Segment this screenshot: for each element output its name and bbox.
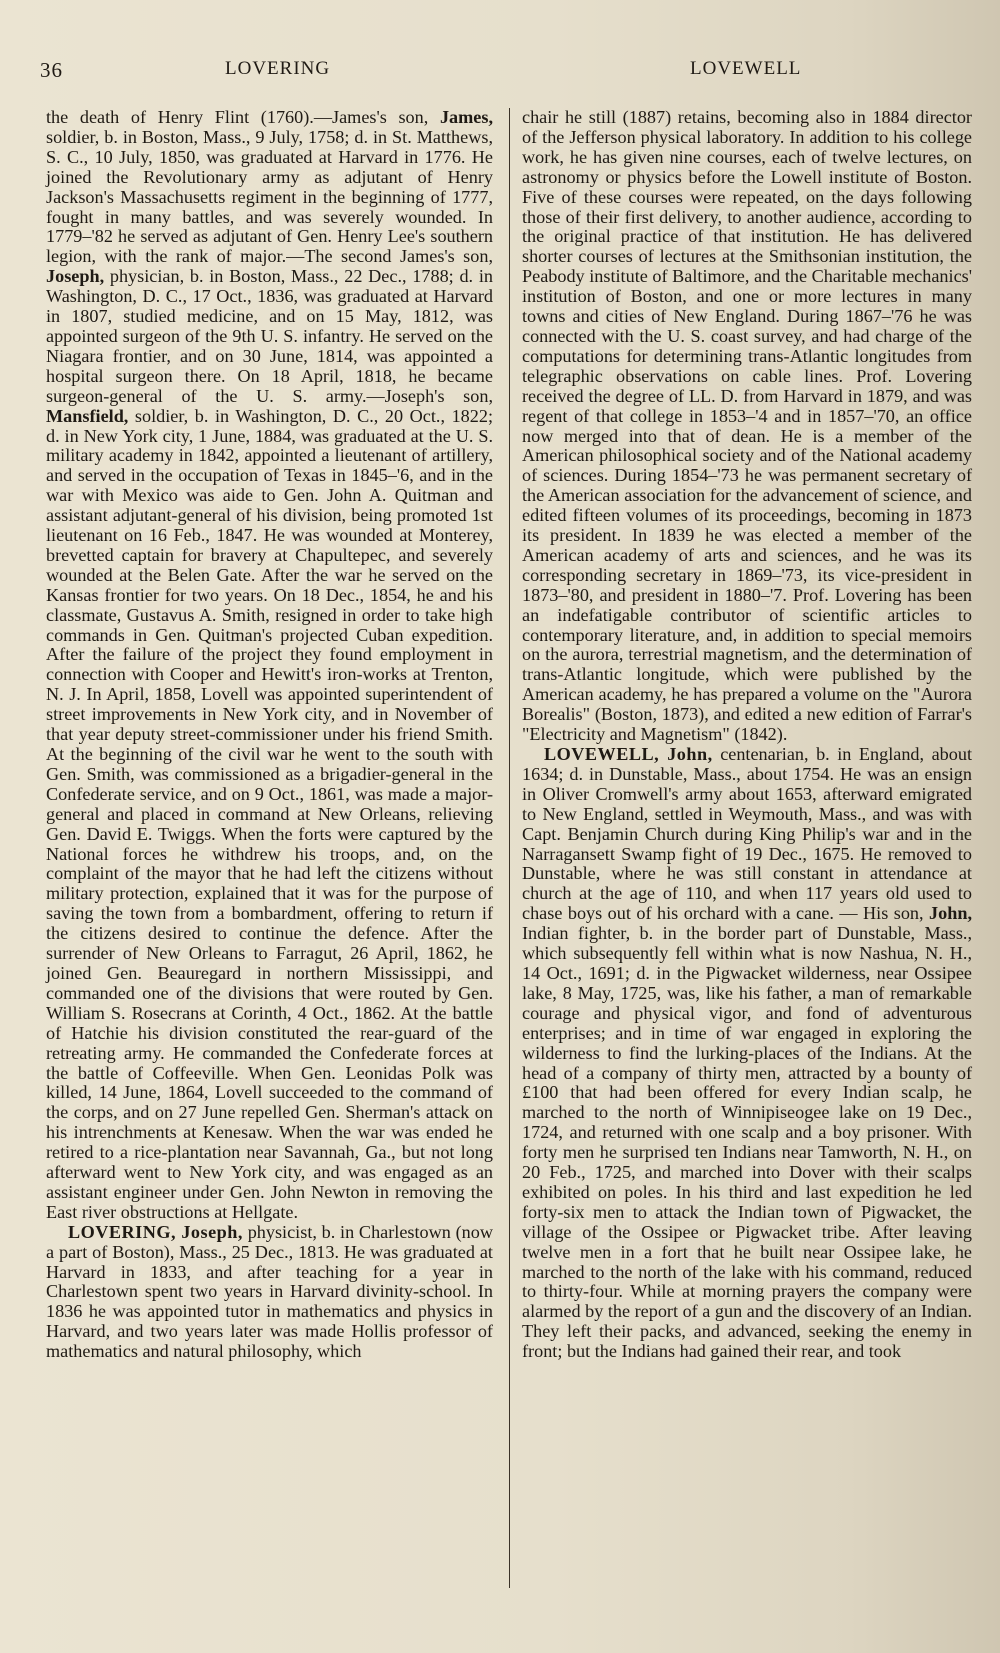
name-john: John, [929, 903, 972, 924]
paragraph-lovering-continued: chair he still (1887) retains, becoming also in 1884 director of the Jefferson physical laboratory. In addition to his college work, he has given nine courses, each of twelve lectures, on astronomy or physics before the Lowell institute of Boston. Five of these courses were repeated, on the days following those of their first delivery, to another audience, according to the original practice of that institution. He has delivered shorter courses of lectures at the Smithsonian institution, the Peabody institute of Baltimore, and the Charitable mechanics' institution of Boston, and one or more lectures in many towns and cities of New England. During 1867–'76 he was connected with the U. S. coast survey, and had charge of the computations for determining trans-Atlantic longitudes from telegraphic observations on cable lines. Prof. Lovering received the degree of LL. D. from Harvard in 1879, and was regent of that college in 1853–'4 and in 1857–'70, an office now merged into that of dean. He is a member of the American philosophical society and of the National academy of sciences. During 1854–'73 he was permanent secretary of the American association for the advancement of science, and edited fifteen volumes of its proceedings, becoming in 1873 its president. In 1839 he was elected a member of the American academy of arts and sciences, and he was its corresponding secretary in 1869–'73, its vice-president in 1873–'80, and president in 1880–'7. Prof. Lovering has been an indefatigable contributor of scientific articles to contemporary literature, and, in addition to special memoirs on the aurora, terrestrial magnetism, and the determination of trans-Atlantic longitude, which were published by the American academy, he has prepared a volume on the "Aurora Borealis" (Boston, 1873), and edited a new edition of Farrar's "Electricity and Magnetism" (1842). [522, 107, 972, 745]
running-header [40, 58, 820, 88]
name-joseph: Joseph, [46, 266, 105, 287]
header-left-guide-word: LOVERING [225, 58, 331, 79]
right-column [522, 108, 972, 1362]
name-mansfield: Mansfield, [46, 405, 129, 426]
entry-lovewell-john: LOVEWELL, John, centenarian, b. in England, about 1634; d. in Dunstable, Mass., about 1754. He was an ensign in Oliver Cromwell's army about 1653, afterward emigrated to New England, settled in Weymouth, Mass., and was with Capt. Benjamin Church during King Philip's war and in the Narragansett Swamp fight of 19 Dec., 1675. He removed to Dunstable, where he was still constant in attendance at church at the age of 110, and when 117 years old used to chase boys out of his orchard with a cane. — His son, John, Indian fighter, b. in the border part of Dunstable, Mass., which subsequently fell within what is now Nashua, N. H., 14 Oct., 1691; d. in the Pigwacket wilderness, near Ossipee lake, 8 May, 1725, was, like his father, a man of remarkable courage and physical vigor, and fond of adventurous enterprises; and in time of war engaged in exploring the wilderness to find the lurking-places of the Indians. At the head of a company of thirty men, attracted by a bounty of £100 that had been offered for every Indian scalp, he marched to the north of Winnipiseogee lake on 19 Dec., 1724, and returned with one scalp and a boy prisoner. With forty men he surprised ten Indians near Tamworth, N. H., on 20 Feb., 1725, and marched into Dover with their scalps exhibited on poles. In his third and last expedition he led forty-six men to attack the Indian town of Pigwacket, the village of the Ossipee or Pigwacket tribe. After leaving twelve men in a fort that he built near Ossipee lake, he marched to the north of the lake with his command, reduced to thirty-four. While at morning prayers the company were alarmed by the report of a gun and the discovery of an Indian. They left their packs, and advanced, seeking the enemy in front; but the Indians had gained their rear, and took [522, 744, 972, 1362]
page-number: 36 [40, 58, 63, 82]
paragraph-lovell-family: the death of Henry Flint (1760).—James's son, James, soldier, b. in Boston, Mass., 9 July, 1758; d. in St. Matthews, S. C., 10 July, 1850, was graduated at Harvard in 1776. He joined the Revolutionary army as adjutant of Henry Jackson's Massachusetts regiment in the beginning of 1777, fought in many battles, and was severely wounded. In 1779–'82 he served as adjutant of Gen. Henry Lee's southern legion, with the rank of major.—The second James's son, Joseph, physician, b. in Boston, Mass., 22 Dec., 1788; d. in Washington, D. C., 17 Oct., 1836, was graduated at Harvard in 1807, studied medicine, and on 15 May, 1812, was appointed surgeon of the 9th U. S. infantry. He served on the Niagara frontier, and on 30 June, 1814, was appointed a hospital surgeon there. On 18 April, 1818, he became surgeon-general of the U. S. army.—Joseph's son, Mansfield, soldier, b. in Washington, D. C., 20 Oct., 1822; d. in New York city, 1 June, 1884, was graduated at the U. S. military academy in 1842, appointed a lieutenant of artillery, and served in the occupation of Texas in 1845–'6, and in the war with Mexico was aide to Gen. John A. Quitman and assistant adjutant-general of his division, being promoted 1st lieutenant on 16 Feb., 1847. He was wounded at Monterey, brevetted captain for bravery at Chapultepec, and severely wounded at the Belen Gate. After the war he served on the Kansas frontier for two years. On 18 Dec., 1854, he and his classmate, Gustavus A. Smith, resigned in order to take high commands in Gen. Quitman's projected Cuban expedition. After the failure of the project they found employment in connection with Cooper and Hewitt's iron-works at Trenton, N. J. In April, 1858, Lovell was appointed superintendent of street improvements in New York city, and in November of that year deputy street-commissioner under his friend Smith. At the beginning of the civil war he went to the south with Gen. Smith, was commissioned as a brigadier-general in the Confederate service, and on 9 Oct., 1861, was made a major-general and placed in command at New Orleans, relieving Gen. David E. Twiggs. When the forts were captured by the National forces he withdrew his troops, and, on the complaint of the mayor that he had left the citizens without military protection, explained that it was for the purpose of saving the town from a bombardment, offering to return if the citizens desired to continue the defence. After the surrender of New Orleans to Farragut, 26 April, 1862, he joined Gen. Beauregard in northern Mississippi, and commanded one of the divisions that were routed by Gen. William S. Rosecrans at Corinth, 4 Oct., 1862. At the battle of Hatchie his division constituted the rear-guard of the retreating army. He commanded the Confederate forces at the battle of Coffeeville. When Gen. Leonidas Polk was killed, 14 June, 1864, Lovell succeeded to the command of the corps, and on 27 June repelled Gen. Sherman's attack on his intrenchments at Kenesaw. When the war was ended he retired to a rice-plantation near Savannah, Ga., but not long afterward went to New York city, and was engaged as an assistant engineer under Gen. John Newton in removing the East river obstructions at Hellgate. [46, 107, 493, 1222]
header-right-guide-word: LOVEWELL [690, 58, 802, 79]
name-james: James, [439, 107, 493, 127]
column-divider [509, 108, 510, 1588]
entry-heading: LOVERING, Joseph, [68, 1221, 243, 1242]
left-column [46, 108, 493, 1362]
entry-lovering-joseph: LOVERING, Joseph, physicist, b. in Charlestown (now a part of Boston), Mass., 25 Dec., 1813. He was graduated at Harvard in 1833, and after teaching for a year in Charlestown spent two years in Harvard divinity-school. In 1836 he was appointed tutor in mathematics and physics in Harvard, and two years later was made Hollis professor of mathematics and natural philosophy, which [46, 1221, 493, 1362]
entry-heading: LOVEWELL, John, [544, 744, 713, 764]
